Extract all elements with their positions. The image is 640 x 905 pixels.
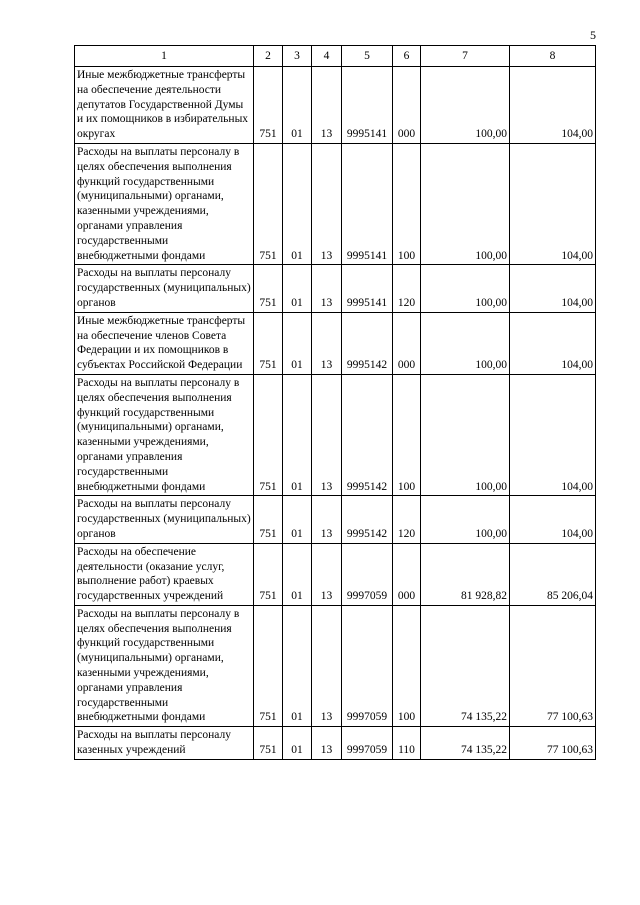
code-cell: 9995141 bbox=[342, 143, 393, 264]
code-cell: 13 bbox=[312, 312, 342, 374]
table-row bbox=[75, 312, 596, 374]
code-cell: 13 bbox=[312, 67, 342, 144]
header-cell: 2 bbox=[254, 46, 283, 67]
code-cell: 120 bbox=[393, 496, 421, 543]
code-cell: 13 bbox=[312, 265, 342, 312]
amount-cell: 104,00 bbox=[510, 143, 596, 264]
code-cell: 13 bbox=[312, 496, 342, 543]
table-row bbox=[75, 374, 596, 495]
header-cell: 5 bbox=[342, 46, 393, 67]
code-cell: 9997059 bbox=[342, 605, 393, 726]
header-cell: 1 bbox=[75, 46, 254, 67]
code-cell: 01 bbox=[283, 312, 312, 374]
table-row bbox=[75, 605, 596, 726]
code-cell: 9995142 bbox=[342, 374, 393, 495]
code-cell: 000 bbox=[393, 312, 421, 374]
header-cell: 3 bbox=[283, 46, 312, 67]
header-cell: 7 bbox=[421, 46, 510, 67]
code-cell: 751 bbox=[254, 543, 283, 605]
amount-cell: 74 135,22 bbox=[421, 605, 510, 726]
table-row bbox=[75, 67, 596, 144]
code-cell: 751 bbox=[254, 496, 283, 543]
expense-name-cell: Расходы на выплаты персоналу в целях обеспечения выполнения функций государственными (муниципальными) органами, казенными учреждениями, органами управления государственными внебюджетными фондами bbox=[75, 605, 254, 726]
code-cell: 000 bbox=[393, 543, 421, 605]
code-cell: 100 bbox=[393, 143, 421, 264]
amount-cell: 104,00 bbox=[510, 496, 596, 543]
code-cell: 13 bbox=[312, 727, 342, 760]
code-cell: 751 bbox=[254, 727, 283, 760]
code-cell: 000 bbox=[393, 67, 421, 144]
code-cell: 01 bbox=[283, 605, 312, 726]
header-cell: 6 bbox=[393, 46, 421, 67]
amount-cell: 85 206,04 bbox=[510, 543, 596, 605]
amount-cell: 104,00 bbox=[510, 312, 596, 374]
code-cell: 9995142 bbox=[342, 312, 393, 374]
amount-cell: 77 100,63 bbox=[510, 605, 596, 726]
amount-cell: 104,00 bbox=[510, 374, 596, 495]
code-cell: 13 bbox=[312, 543, 342, 605]
code-cell: 13 bbox=[312, 143, 342, 264]
expense-name-cell: Расходы на выплаты персоналу казенных учреждений bbox=[75, 727, 254, 760]
code-cell: 01 bbox=[283, 143, 312, 264]
budget-table bbox=[74, 45, 596, 760]
code-cell: 9995141 bbox=[342, 67, 393, 144]
amount-cell: 77 100,63 bbox=[510, 727, 596, 760]
expense-name-cell: Расходы на выплаты персоналу государственных (муниципальных) органов bbox=[75, 496, 254, 543]
table-row bbox=[75, 143, 596, 264]
page-number: 5 bbox=[590, 28, 596, 42]
code-cell: 01 bbox=[283, 67, 312, 144]
table-row bbox=[75, 265, 596, 312]
code-cell: 751 bbox=[254, 67, 283, 144]
table-row bbox=[75, 496, 596, 543]
amount-cell: 100,00 bbox=[421, 143, 510, 264]
header-cell: 4 bbox=[312, 46, 342, 67]
expense-name-cell: Иные межбюджетные трансферты на обеспечение членов Совета Федерации и их помощников в субъектах Российской Федерации bbox=[75, 312, 254, 374]
code-cell: 751 bbox=[254, 605, 283, 726]
code-cell: 110 bbox=[393, 727, 421, 760]
table-row bbox=[75, 727, 596, 760]
code-cell: 9997059 bbox=[342, 727, 393, 760]
header-cell: 8 bbox=[510, 46, 596, 67]
amount-cell: 100,00 bbox=[421, 374, 510, 495]
table-row bbox=[75, 543, 596, 605]
code-cell: 9995141 bbox=[342, 265, 393, 312]
amount-cell: 104,00 bbox=[510, 67, 596, 144]
code-cell: 01 bbox=[283, 374, 312, 495]
code-cell: 13 bbox=[312, 605, 342, 726]
expense-name-cell: Расходы на выплаты персоналу в целях обеспечения выполнения функций государственными (муниципальными) органами, казенными учреждениями, органами управления государственными внебюджетными фондами bbox=[75, 143, 254, 264]
code-cell: 01 bbox=[283, 265, 312, 312]
amount-cell: 100,00 bbox=[421, 265, 510, 312]
amount-cell: 100,00 bbox=[421, 312, 510, 374]
expense-name-cell: Расходы на выплаты персоналу государственных (муниципальных) органов bbox=[75, 265, 254, 312]
code-cell: 751 bbox=[254, 312, 283, 374]
code-cell: 01 bbox=[283, 496, 312, 543]
code-cell: 01 bbox=[283, 727, 312, 760]
amount-cell: 74 135,22 bbox=[421, 727, 510, 760]
amount-cell: 100,00 bbox=[421, 67, 510, 144]
code-cell: 751 bbox=[254, 374, 283, 495]
code-cell: 100 bbox=[393, 374, 421, 495]
code-cell: 9995142 bbox=[342, 496, 393, 543]
amount-cell: 81 928,82 bbox=[421, 543, 510, 605]
code-cell: 751 bbox=[254, 265, 283, 312]
expense-name-cell: Иные межбюджетные трансферты на обеспечение деятельности депутатов Государственной Думы и их помощников в избирательных округах bbox=[75, 67, 254, 144]
code-cell: 13 bbox=[312, 374, 342, 495]
code-cell: 120 bbox=[393, 265, 421, 312]
header-row bbox=[75, 46, 596, 67]
code-cell: 751 bbox=[254, 143, 283, 264]
amount-cell: 100,00 bbox=[421, 496, 510, 543]
amount-cell: 104,00 bbox=[510, 265, 596, 312]
code-cell: 01 bbox=[283, 543, 312, 605]
code-cell: 9997059 bbox=[342, 543, 393, 605]
expense-name-cell: Расходы на выплаты персоналу в целях обеспечения выполнения функций государственными (муниципальными) органами, казенными учреждениями, органами управления государственными внебюджетными фондами bbox=[75, 374, 254, 495]
code-cell: 100 bbox=[393, 605, 421, 726]
expense-name-cell: Расходы на обеспечение деятельности (оказание услуг, выполнение работ) краевых государственных учреждений bbox=[75, 543, 254, 605]
